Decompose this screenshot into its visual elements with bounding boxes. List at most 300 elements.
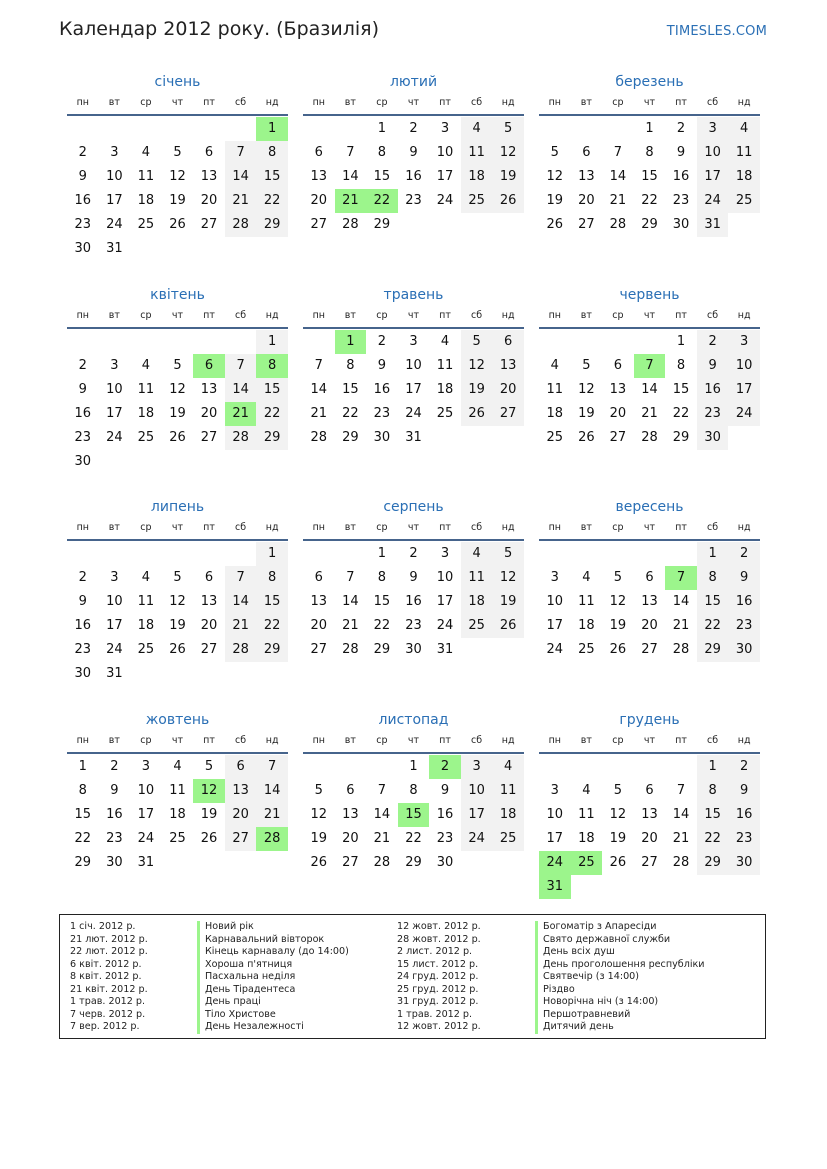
- legend-date: 21 лют. 2012 р.: [70, 933, 148, 945]
- day-grid: [303, 117, 524, 237]
- day-cell: 28: [373, 855, 391, 870]
- weekday-label: сб: [235, 310, 247, 321]
- day-cell: 30: [436, 855, 454, 870]
- day-cell: 12: [609, 807, 627, 822]
- day-cell: 22: [641, 193, 658, 208]
- weekday-label: пн: [76, 97, 89, 108]
- day-cell: 28: [225, 638, 257, 662]
- day-cell: 20: [200, 406, 218, 421]
- day-cell: 8: [256, 566, 288, 590]
- day-cell: 16: [74, 406, 92, 421]
- weekday-label: пт: [675, 97, 687, 108]
- day-cell: 21: [373, 831, 391, 846]
- day-cell: 26: [461, 402, 493, 426]
- weekday-label: пн: [548, 522, 561, 533]
- day-cell: 16: [74, 618, 92, 633]
- month-9: [67, 711, 288, 875]
- weekday-label: пт: [675, 310, 687, 321]
- empty-cell: [539, 330, 571, 354]
- day-cell: 25: [137, 430, 155, 445]
- day-cell: 4: [141, 145, 151, 160]
- empty-cell: [130, 542, 162, 566]
- day-cell: 9: [110, 783, 119, 798]
- day-cell: 5: [492, 117, 524, 141]
- empty-cell: [571, 755, 603, 779]
- day-cell: 17: [106, 193, 123, 208]
- legend-holiday-name: Різдво: [543, 983, 575, 995]
- brand-link[interactable]: TIMESLES.COM: [666, 24, 767, 39]
- day-cell: 22: [697, 827, 729, 851]
- legend-date: 1 трав. 2012 р.: [70, 996, 146, 1007]
- day-cell: 13: [641, 594, 658, 609]
- day-cell: 28: [672, 642, 690, 657]
- weekday-label: пт: [439, 735, 451, 746]
- empty-cell: [539, 755, 571, 779]
- day-cell: 25: [492, 827, 524, 851]
- day-cell: 9: [409, 145, 418, 160]
- day-cell: 18: [169, 807, 186, 822]
- day-cell: 31: [697, 213, 729, 237]
- weekday-header: [539, 521, 760, 541]
- day-cell: 14: [342, 594, 359, 609]
- day-cell: 31: [106, 241, 123, 256]
- day-cell: 11: [728, 141, 760, 165]
- legend-holiday-name: Карнавальний вівторок: [205, 933, 325, 945]
- empty-cell: [99, 542, 131, 566]
- holiday-day: 1: [335, 330, 367, 354]
- weekday-label: чт: [407, 522, 420, 533]
- holiday-day: 12: [193, 779, 225, 803]
- day-cell: 3: [409, 334, 418, 349]
- page-title: Календар 2012 року. (Бразилія): [59, 18, 380, 40]
- day-cell: 22: [405, 831, 422, 846]
- legend-date: 12 жовт. 2012 р.: [397, 1021, 481, 1032]
- day-cell: 29: [342, 430, 359, 445]
- day-cell: 4: [728, 117, 760, 141]
- holiday-day: 31: [539, 875, 571, 899]
- day-cell: 6: [613, 358, 623, 373]
- day-cell: 28: [225, 213, 257, 237]
- empty-cell: [225, 330, 257, 354]
- day-cell: 27: [578, 217, 595, 232]
- weekday-header: [67, 521, 288, 541]
- day-cell: 7: [256, 755, 288, 779]
- day-cell: 2: [110, 759, 119, 774]
- empty-cell: [366, 755, 398, 779]
- day-cell: 7: [377, 783, 387, 798]
- day-cell: 12: [169, 594, 186, 609]
- day-cell: 21: [641, 406, 658, 421]
- day-cell: 21: [672, 831, 690, 846]
- day-cell: 25: [461, 189, 493, 213]
- day-cell: 2: [728, 755, 760, 779]
- day-cell: 15: [697, 590, 729, 614]
- day-cell: 16: [697, 378, 729, 402]
- day-cell: 27: [225, 827, 257, 851]
- day-cell: 1: [256, 542, 288, 566]
- day-cell: 6: [314, 145, 323, 160]
- day-cell: 15: [256, 590, 288, 614]
- day-cell: 12: [310, 807, 328, 822]
- weekday-label: пт: [203, 522, 215, 533]
- empty-cell: [162, 117, 194, 141]
- weekday-label: пн: [312, 310, 325, 321]
- day-cell: 15: [697, 803, 729, 827]
- month-4: [303, 286, 524, 450]
- day-cell: 17: [106, 618, 123, 633]
- day-cell: 6: [645, 783, 654, 798]
- weekday-label: нд: [501, 97, 515, 108]
- day-cell: 9: [697, 354, 729, 378]
- weekday-label: чт: [643, 97, 656, 108]
- weekday-label: сб: [471, 522, 483, 533]
- day-cell: 14: [641, 382, 658, 397]
- day-cell: 29: [256, 426, 288, 450]
- day-cell: 24: [436, 618, 454, 633]
- day-cell: 6: [645, 570, 654, 585]
- day-cell: 3: [110, 358, 119, 373]
- day-cell: 4: [582, 570, 591, 585]
- day-cell: 29: [672, 430, 690, 445]
- weekday-label: чт: [643, 310, 656, 321]
- weekday-label: пн: [312, 522, 325, 533]
- weekday-label: сб: [707, 522, 719, 533]
- day-cell: 24: [405, 406, 422, 421]
- day-cell: 8: [697, 779, 729, 803]
- weekday-label: нд: [737, 97, 751, 108]
- day-grid: [303, 755, 524, 875]
- day-cell: 13: [609, 382, 627, 397]
- day-cell: 11: [461, 566, 493, 590]
- holiday-day: 22: [366, 189, 398, 213]
- weekday-label: чт: [171, 310, 184, 321]
- legend-date: 22 лют. 2012 р.: [70, 946, 148, 957]
- month-name: вересень: [615, 499, 684, 515]
- day-cell: 2: [697, 330, 729, 354]
- day-cell: 1: [377, 121, 387, 136]
- day-cell: 12: [578, 382, 595, 397]
- day-cell: 31: [137, 855, 155, 870]
- day-cell: 4: [550, 358, 559, 373]
- holiday-day: 1: [256, 117, 288, 141]
- day-cell: 17: [546, 618, 564, 633]
- day-cell: 17: [106, 406, 123, 421]
- legend-holiday-name: Новий рік: [205, 921, 254, 932]
- weekday-label: вт: [344, 522, 356, 533]
- day-cell: 17: [405, 382, 422, 397]
- day-cell: 25: [578, 642, 595, 657]
- day-cell: 18: [578, 831, 595, 846]
- day-cell: 26: [609, 642, 627, 657]
- day-cell: 27: [641, 642, 658, 657]
- month-name: серпень: [383, 499, 444, 515]
- holiday-day: 21: [225, 402, 257, 426]
- day-cell: 22: [74, 831, 92, 846]
- day-cell: 30: [728, 851, 760, 875]
- day-cell: 7: [676, 783, 686, 798]
- day-cell: 13: [342, 807, 359, 822]
- empty-cell: [193, 330, 225, 354]
- day-cell: 7: [225, 566, 257, 590]
- legend-holiday-name: День всіх душ: [543, 946, 615, 957]
- day-cell: 24: [546, 642, 564, 657]
- day-cell: 15: [256, 165, 288, 189]
- weekday-label: вт: [344, 735, 356, 746]
- day-cell: 25: [728, 189, 760, 213]
- day-cell: 13: [200, 594, 218, 609]
- weekday-label: вт: [580, 522, 592, 533]
- day-cell: 4: [461, 542, 493, 566]
- day-grid: [67, 330, 288, 474]
- day-cell: 4: [173, 759, 182, 774]
- day-cell: 13: [492, 354, 524, 378]
- day-cell: 12: [546, 169, 564, 184]
- legend-holiday-name: Святвечір (з 14:00): [543, 971, 640, 982]
- day-cell: 15: [74, 807, 92, 822]
- day-grid: [303, 330, 524, 450]
- day-cell: 1: [697, 755, 729, 779]
- weekday-label: нд: [737, 310, 751, 321]
- holiday-day: 7: [634, 354, 666, 378]
- day-cell: 21: [310, 406, 328, 421]
- day-cell: 27: [310, 217, 328, 232]
- empty-cell: [335, 542, 367, 566]
- day-cell: 9: [377, 358, 387, 373]
- empty-cell: [303, 330, 335, 354]
- day-cell: 29: [74, 855, 92, 870]
- day-cell: 30: [373, 430, 391, 445]
- weekday-label: ср: [140, 522, 152, 533]
- day-cell: 1: [645, 121, 654, 136]
- holiday-day: 15: [398, 803, 430, 827]
- day-cell: 10: [546, 594, 564, 609]
- weekday-label: сб: [235, 97, 247, 108]
- day-cell: 8: [676, 358, 686, 373]
- legend-date: 7 черв. 2012 р.: [70, 1008, 146, 1020]
- empty-cell: [193, 117, 225, 141]
- day-cell: 14: [342, 169, 359, 184]
- day-cell: 12: [492, 566, 524, 590]
- day-cell: 20: [342, 831, 359, 846]
- day-cell: 23: [74, 217, 92, 232]
- day-cell: 9: [78, 594, 87, 609]
- empty-cell: [571, 330, 603, 354]
- weekday-label: вт: [580, 735, 592, 746]
- day-cell: 6: [225, 755, 257, 779]
- day-cell: 8: [377, 145, 387, 160]
- day-cell: 3: [728, 330, 760, 354]
- day-cell: 13: [310, 594, 328, 609]
- day-grid: [539, 755, 760, 899]
- day-cell: 20: [641, 831, 658, 846]
- legend-date: 2 лист. 2012 р.: [397, 946, 473, 957]
- day-cell: 18: [137, 193, 155, 208]
- legend-holiday-name: День Тірадентеса: [205, 983, 296, 995]
- day-cell: 25: [137, 642, 155, 657]
- empty-cell: [67, 117, 99, 141]
- empty-cell: [602, 755, 634, 779]
- month-name: березень: [615, 74, 684, 90]
- month-7: [303, 498, 524, 662]
- day-cell: 25: [169, 831, 186, 846]
- day-cell: 9: [728, 566, 760, 590]
- day-grid: [67, 755, 288, 875]
- legend-date: 1 січ. 2012 р.: [70, 921, 136, 932]
- day-cell: 3: [461, 755, 493, 779]
- weekday-header: [539, 734, 760, 754]
- day-cell: 30: [405, 642, 422, 657]
- day-cell: 27: [310, 642, 328, 657]
- empty-cell: [225, 117, 257, 141]
- day-cell: 22: [672, 406, 690, 421]
- day-cell: 19: [492, 590, 524, 614]
- legend-date: 25 груд. 2012 р.: [397, 983, 479, 995]
- day-cell: 16: [74, 193, 92, 208]
- day-grid: [67, 117, 288, 261]
- day-cell: 19: [200, 807, 218, 822]
- empty-cell: [303, 117, 335, 141]
- day-cell: 9: [409, 570, 418, 585]
- weekday-label: ср: [612, 97, 624, 108]
- weekday-header: [67, 734, 288, 754]
- legend-holiday-name: Пасхальна неділя: [205, 971, 296, 982]
- day-cell: 28: [641, 430, 658, 445]
- day-cell: 1: [78, 759, 87, 774]
- empty-cell: [303, 755, 335, 779]
- day-cell: 15: [373, 169, 391, 184]
- day-cell: 10: [697, 141, 729, 165]
- weekday-label: ср: [376, 522, 388, 533]
- weekday-label: вт: [108, 522, 120, 533]
- weekday-label: пт: [203, 735, 215, 746]
- legend-holiday-name: Першотравневий: [543, 1008, 631, 1020]
- day-cell: 30: [728, 638, 760, 662]
- day-cell: 3: [110, 570, 119, 585]
- day-cell: 5: [492, 542, 524, 566]
- day-cell: 14: [225, 165, 257, 189]
- day-cell: 19: [169, 618, 186, 633]
- month-10: [303, 711, 524, 875]
- weekday-label: нд: [501, 522, 515, 533]
- day-grid: [539, 330, 760, 450]
- day-cell: 4: [461, 117, 493, 141]
- day-grid: [539, 542, 760, 662]
- weekday-label: пн: [548, 735, 561, 746]
- day-cell: 7: [314, 358, 323, 373]
- weekday-label: нд: [265, 735, 279, 746]
- month-name: листопад: [378, 712, 449, 728]
- day-cell: 11: [137, 382, 155, 397]
- day-cell: 4: [582, 783, 591, 798]
- day-cell: 30: [672, 217, 690, 232]
- day-cell: 6: [314, 570, 323, 585]
- day-cell: 4: [492, 755, 524, 779]
- day-cell: 11: [578, 594, 595, 609]
- day-cell: 27: [641, 855, 658, 870]
- day-cell: 16: [106, 807, 123, 822]
- day-cell: 2: [676, 121, 686, 136]
- weekday-label: пт: [675, 522, 687, 533]
- weekday-label: чт: [643, 522, 656, 533]
- day-cell: 20: [641, 618, 658, 633]
- day-cell: 3: [440, 546, 450, 561]
- month-11: [539, 711, 760, 899]
- day-cell: 2: [78, 145, 87, 160]
- month-name: січень: [154, 74, 201, 90]
- day-cell: 25: [546, 430, 564, 445]
- day-cell: 16: [672, 169, 690, 184]
- weekday-label: чт: [171, 522, 184, 533]
- day-cell: 29: [373, 217, 391, 232]
- weekday-label: сб: [707, 735, 719, 746]
- empty-cell: [67, 542, 99, 566]
- empty-cell: [225, 542, 257, 566]
- weekday-label: сб: [707, 97, 719, 108]
- day-cell: 29: [256, 638, 288, 662]
- empty-cell: [634, 755, 666, 779]
- weekday-label: пт: [203, 97, 215, 108]
- day-cell: 28: [310, 430, 328, 445]
- day-cell: 24: [106, 642, 123, 657]
- day-cell: 14: [256, 779, 288, 803]
- day-grid: [67, 542, 288, 686]
- day-cell: 24: [461, 827, 493, 851]
- day-cell: 8: [377, 570, 387, 585]
- day-cell: 17: [728, 378, 760, 402]
- day-cell: 18: [137, 618, 155, 633]
- day-cell: 18: [728, 165, 760, 189]
- day-cell: 12: [609, 594, 627, 609]
- weekday-label: ср: [612, 310, 624, 321]
- weekday-label: вт: [344, 97, 356, 108]
- legend-holiday-name: Хороша п'ятниця: [205, 958, 293, 970]
- day-cell: 26: [310, 855, 328, 870]
- day-cell: 20: [492, 378, 524, 402]
- day-cell: 15: [641, 169, 658, 184]
- weekday-label: чт: [407, 735, 420, 746]
- day-cell: 22: [256, 402, 288, 426]
- day-cell: 24: [728, 402, 760, 426]
- day-cell: 12: [492, 141, 524, 165]
- day-cell: 23: [728, 827, 760, 851]
- weekday-label: сб: [235, 522, 247, 533]
- day-cell: 16: [405, 594, 422, 609]
- day-cell: 25: [137, 217, 155, 232]
- weekday-label: чт: [171, 735, 184, 746]
- empty-cell: [665, 542, 697, 566]
- day-cell: 23: [373, 406, 391, 421]
- empty-cell: [193, 542, 225, 566]
- holiday-day: 8: [256, 354, 288, 378]
- day-cell: 23: [697, 402, 729, 426]
- day-cell: 24: [106, 430, 123, 445]
- day-cell: 21: [672, 618, 690, 633]
- holiday-day: 28: [256, 827, 288, 851]
- empty-cell: [602, 330, 634, 354]
- weekday-label: нд: [737, 735, 751, 746]
- day-cell: 7: [346, 570, 355, 585]
- day-cell: 26: [169, 430, 186, 445]
- day-cell: 3: [110, 145, 119, 160]
- holiday-day: 24: [539, 851, 571, 875]
- day-cell: 19: [578, 406, 595, 421]
- day-cell: 14: [672, 807, 690, 822]
- day-cell: 7: [346, 145, 355, 160]
- weekday-label: сб: [471, 97, 483, 108]
- legend-right-dates: [397, 921, 481, 1034]
- day-cell: 23: [74, 430, 92, 445]
- day-cell: 26: [492, 189, 524, 213]
